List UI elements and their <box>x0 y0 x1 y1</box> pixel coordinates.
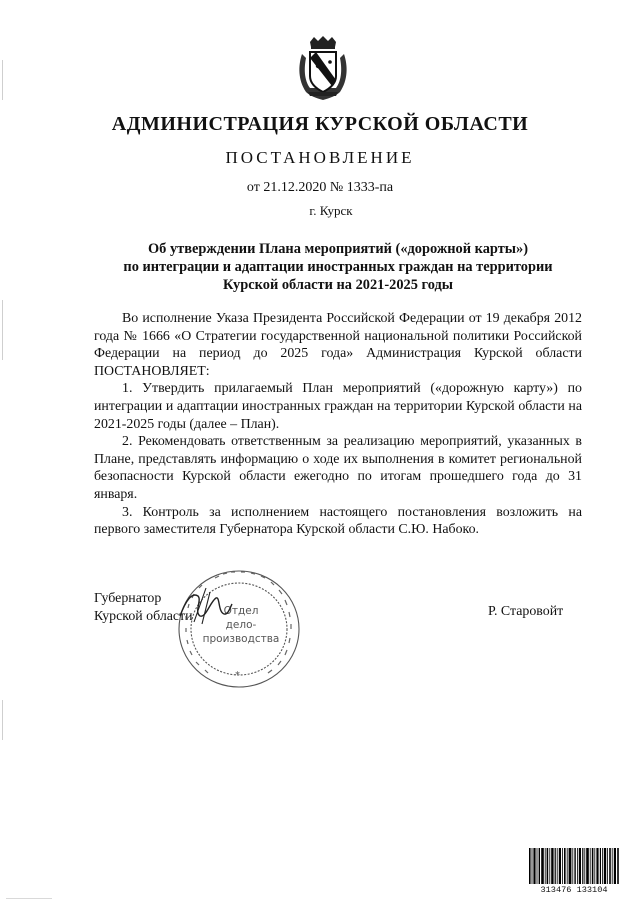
document-city: г. Курск <box>309 203 353 218</box>
organization-title: АДМИНИСТРАЦИЯ КУРСКОЙ ОБЛАСТИ <box>111 113 529 135</box>
signatory-name: Р. Старовойт <box>488 604 564 619</box>
barcode <box>529 848 619 896</box>
document-type: ПОСТАНОВЛЕНИЕ <box>225 148 415 167</box>
signatory-position-line: Курской области <box>94 609 193 624</box>
body-paragraph-item-3: 3. Контроль за исполнением настоящего постановления возложить на первого заместителя Губернатора Курской области С.Ю. Набоко. <box>94 504 582 538</box>
stamp-center-line: производства <box>202 633 280 645</box>
subject-line: Курской области на 2021-2025 годы <box>222 277 453 293</box>
stamp-center-line: Отдел <box>223 605 259 617</box>
handwritten-signature-icon <box>176 582 236 632</box>
stamp-center-line: дело- <box>225 619 257 631</box>
scan-edge-mark <box>2 60 3 100</box>
document-number: от 21.12.2020 № 1333-па <box>246 180 394 195</box>
scan-edge-mark <box>2 700 3 740</box>
svg-text:*: * <box>235 670 240 681</box>
barcode-number: 313476 133104 <box>540 885 608 895</box>
body-paragraph-preamble: Во исполнение Указа Президента Российской Федерации от 19 декабря 2012 года № 1666 «О Стратегии государственной национальной политики Российской Федерации на период до 2025 года» Администрация Курской области ПОСТАНОВЛЯЕТ: <box>94 311 582 379</box>
barcode-bars-icon <box>529 848 619 884</box>
document-subject <box>98 240 578 294</box>
body-paragraph-item-1: 1. Утвердить прилагаемый План мероприятий («дорожную карту») по интеграции и адаптации иностранных граждан на территории Курской области на 2021-2025 годы (далее – План). <box>94 381 582 432</box>
scan-bottom-rule <box>6 898 52 899</box>
scan-edge-mark <box>2 300 3 360</box>
subject-line: по интеграции и адаптации иностранных граждан на территории <box>123 259 553 275</box>
body-paragraph-item-2: 2. Рекомендовать ответственным за реализацию мероприятий, указанных в Плане, представлять информацию о ходе их выполнения в комитет региональной безопасности Курской области ежегодно по итогам прошедшего года до 31 января. <box>94 434 582 502</box>
document-body <box>94 310 582 539</box>
subject-line: Об утверждении Плана мероприятий («дорожной карты») <box>147 241 529 257</box>
signatory-position-line: Губернатор <box>94 591 162 606</box>
coat-of-arms-emblem-icon <box>296 36 350 102</box>
